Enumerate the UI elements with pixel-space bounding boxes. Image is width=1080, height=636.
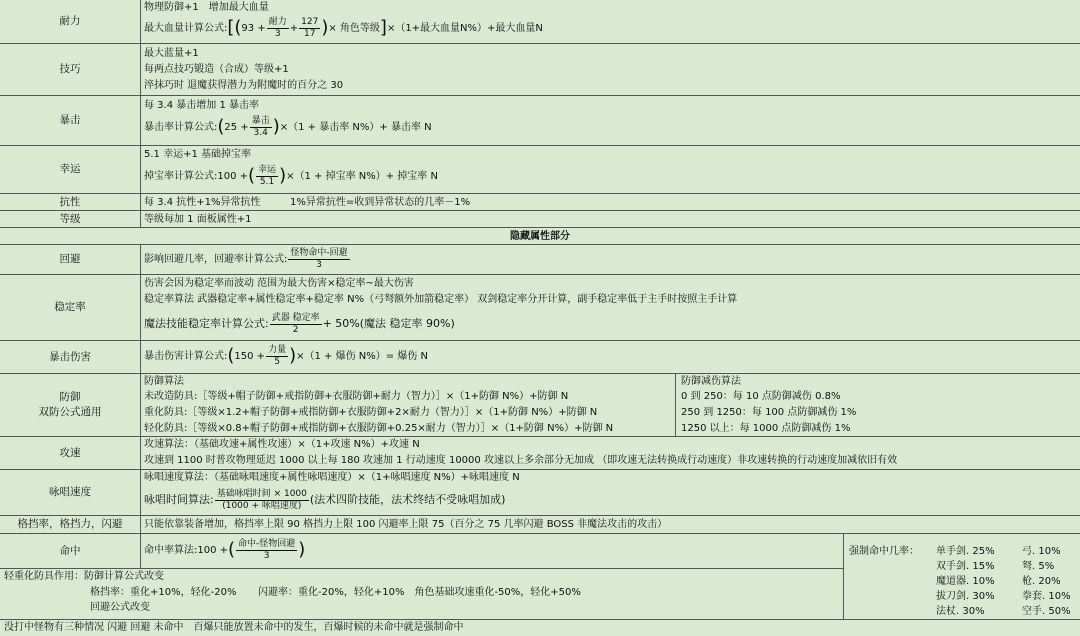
light-heavy-line-2: 回避公式改变 [90,602,150,613]
defense-line-2: 重化防具:［等级×1.2+帽子防御+戒指防御+衣服防御+2×耐力（智力）］×（1+防御 N%）+防御 N [144,407,598,418]
hit-formula: 命中率算法:100 +( $\frac{\text{命中-怪物回避}}{3}$ ) [144,538,306,561]
defense-label: 防御 [59,391,81,403]
forced-hit-item: 双手剑. 15% [936,561,995,572]
defense-reduction-3: 1250 以上：每 1000 点防御减伤 1% [681,423,851,434]
stability-line-2: 稳定率算法 武器稳定率+属性稳定率+稳定率 N%（弓弩额外加箭稳定率） 双剑稳定率分开计算，副手稳定率低于主手时按照主手计算 [144,294,738,305]
light-heavy-line-1b: 闪避率：重化-20%，轻化+10% 角色基础攻速重化-50%，轻化+50% [258,587,581,598]
forced-hit-item: 拳套. 10% [1022,591,1071,602]
hidden-attributes-header: 隐藏属性部分 [0,228,1080,245]
skill-line-2: 每两点技巧锻造（合成）等级+1 [144,64,289,75]
row-attack-speed [0,437,1080,470]
block-line-1: 只能依靠装备增加，格挡率上限 90 格挡力上限 100 闪避率上限 75（百分之 75 几率闪避 BOSS 非魔法攻击的攻击） [144,519,668,530]
resist-line-2: 1%异常抗性=收到异常状态的几率－1% [290,197,471,208]
row-resist [0,194,1080,211]
row-stability [0,275,1080,341]
luck-formula: 掉宝率计算公式:100 +( $\frac{\text{幸运}}{5.1}$ )×（1 + 掉宝率 N%）+ 掉宝率 N [144,164,438,187]
label-hit: 命中 [0,534,141,568]
row-dodge [0,245,1080,275]
defense-reduction-heading: 防御减伤算法 [681,376,741,387]
forced-hit-item: 魔道器. 10% [936,576,995,587]
forced-hit-item: 法杖. 30% [936,606,985,617]
forced-hit-box [843,534,1080,620]
label-attack-speed: 攻速 [0,437,141,469]
footer-divider [0,619,1080,620]
defense-line-1: 未改造防具:［等级+帽子防御+戒指防御+衣服防御+耐力（智力）］×（1+防御 N%）+防御 N [144,391,569,402]
label-level: 等级 [0,211,141,227]
endurance-formula: 最大血量计算公式:[(93 + $\frac{\text{耐力}}{3}$ + $\frac{127}{17}$ )× 角色等级]×（1+最大血量N%）+最大血量N [144,16,543,39]
forced-hit-item: 单手剑. 25% [936,546,995,557]
forced-hit-item: 拔刀剑. 30% [936,591,995,602]
row-skill [0,44,1080,96]
stability-line-1: 伤害会因为稳定率而波动 范围为最大伤害×稳定率~最大伤害 [144,278,414,289]
defense-label-2: 双防公式通用 [38,406,102,418]
dodge-formula: 影响回避几率，回避率计算公式: $\frac{\text{怪物命中-回避}}{3}$ [144,247,348,270]
skill-line-1: 最大蓝量+1 [144,48,199,59]
light-heavy-line-1: 格挡率：重化+10%，轻化-20% [90,587,237,598]
hit-row-bottom-line [0,568,843,569]
attack-speed-line-2: 攻速到 1100 时普攻物理延迟 1000 以上每 180 攻速加 1 行动速度 10000 攻速以上多余部分无加成 （即攻速无法转换成行动速度）非攻速转换的行动速度加减依旧有效 [144,455,898,466]
cast-speed-line-1: 咏唱速度算法：（基础咏唱速度+属性咏唱速度）×（1+咏唱速度 N%）+咏唱速度 N [144,472,520,483]
label-resist: 抗性 [0,194,141,210]
label-critdmg: 暴击伤害 [0,341,141,373]
defense-reduction-1: 0 到 250：每 10 点防御减伤 0.8% [681,391,841,402]
label-endurance: 耐力 [0,0,141,43]
endurance-line-1: 物理防御+1 增加最大血量 [144,2,269,13]
defense-reduction-2: 250 到 1250：每 100 点防御减伤 1% [681,407,857,418]
forced-hit-item: 弩. 5% [1022,561,1055,572]
skill-line-3: 淬抹巧时 退魔获得潜力为附魔时的百分之 30 [144,80,344,91]
label-dodge: 回避 [0,245,141,274]
attack-speed-line-1: 攻速算法：（基础攻速+属性攻速）×（1+攻速 N%）+攻速 N [144,439,420,450]
label-cast-speed: 咏唱速度 [0,470,141,515]
resist-line-1: 每 3.4 抗性+1%异常抗性 [144,197,261,208]
row-cast-speed [0,470,1080,516]
row-crit [0,96,1080,146]
critdmg-formula: 暴击伤害计算公式:(150 + $\frac{\text{力量}}{5}$ )×（1 + 爆伤 N%）= 爆伤 N [144,344,428,367]
label-stability: 稳定率 [0,275,141,340]
cast-time-formula: 咏唱时间算法: $\frac{\text{基础咏唱时间 × 1000}}{\text{(1000 + 咏唱速度)}}$ (法术四阶技能，法术终结不受咏唱加成) [144,488,506,511]
defense-heading: 防御算法 [144,376,184,387]
forced-hit-item: 弓. 10% [1022,546,1061,557]
row-luck [0,146,1080,194]
row-endurance [0,0,1080,44]
label-defense [0,374,141,436]
row-defense [0,374,1080,437]
defense-line-3: 轻化防具:［等级×0.8+帽子防御+戒指防御+衣服防御+0.25×耐力（智力）］×（1+防御 N%）+防御 N [144,423,614,434]
label-block: 格挡率，格挡力，闪避 [0,516,141,533]
forced-hit-item: 空手. 50% [1022,606,1071,617]
level-line-1: 等级每加 1 面板属性+1 [144,214,252,225]
luck-line-1: 5.1 幸运+1 基础掉宝率 [144,149,252,160]
stability-formula: 魔法技能稳定率计算公式: $\frac{\text{武器 稳定率}}{2}$ + 50%(魔法 稳定率 90%) [144,312,455,335]
label-crit: 暴击 [0,96,141,145]
defense-column-divider [675,374,676,436]
row-critdmg [0,341,1080,374]
light-heavy-title: 轻重化防具作用：防御计算公式改变 [4,571,164,582]
crit-formula: 暴击率计算公式:(25 + $\frac{\text{暴击}}{3.4}$ )×（1 + 暴击率 N%）+ 暴击率 N [144,115,432,138]
footer-note: 没打中怪物有三种情况 闪避 回避 未命中 百爆只能放置未命中的发生，百爆时候的未命中就是强制命中 [4,622,464,633]
forced-hit-item: 枪. 20% [1022,576,1061,587]
row-level [0,211,1080,228]
forced-hit-title: 强制命中几率： [849,546,919,557]
label-luck: 幸运 [0,146,141,193]
row-block [0,516,1080,534]
label-skill: 技巧 [0,44,141,95]
crit-line-1: 每 3.4 暴击增加 1 暴击率 [144,100,259,111]
